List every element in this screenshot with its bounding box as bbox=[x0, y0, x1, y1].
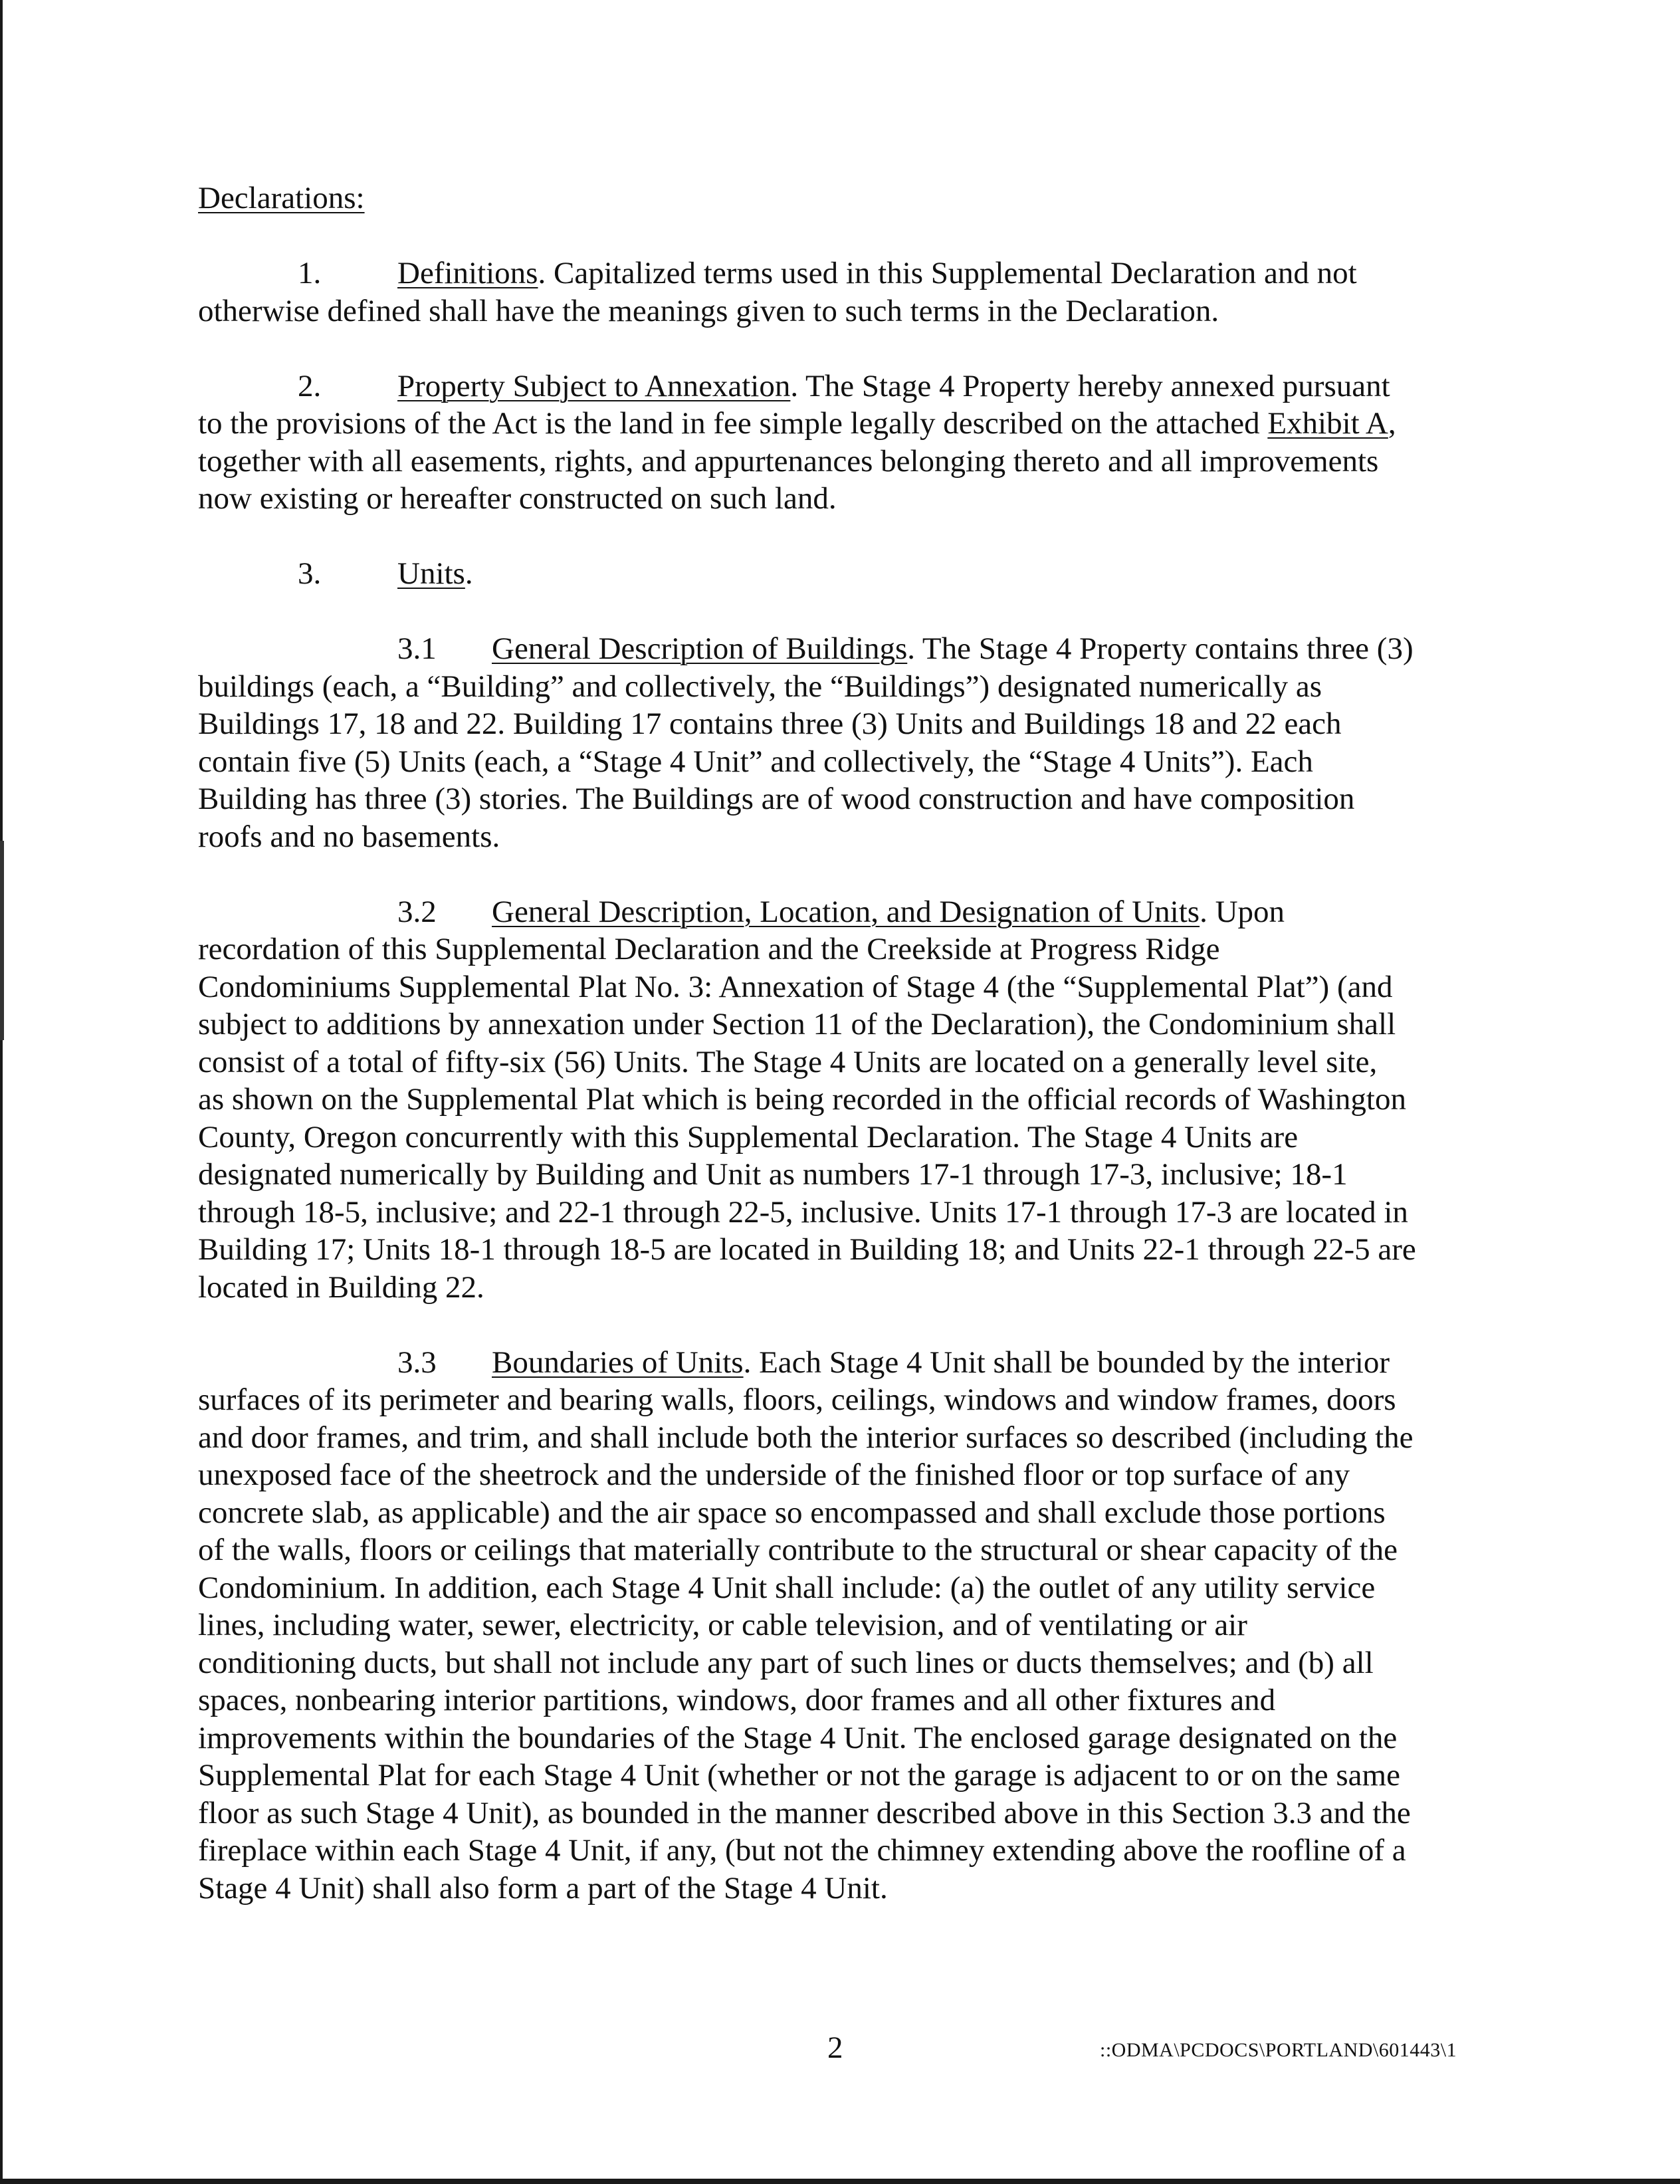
section-3-2: 3.2 General Description, Location, and Designation of Units. Upon recordation of this Supplemental Declaration and the Creekside at Progress Ridge Condominiums Supplemental Plat No. 3: Annexation of Stage 4 (the “Supplemental Plat”) (and subject to additions by annexation under Section 11 of the Declaration), the Condominium shall consist of a total of fifty-six (56) Units. The Stage 4 Units are located on a generally level site, as shown on the Supplemental Plat which is being recorded in the official records of Washington County, Oregon concurrently with this Supplemental Declaration. The Stage 4 Units are designated numerically by Building and Unit as numbers 17-1 through 17-3, inclusive; 18-1 through 18-5, inclusive; and 22-1 through 22-5, inclusive. Units 17-1 through 17-3 are located in Building 17; Units 18-1 through 18-5 are located in Building 18; and Units 22-1 through 22-5 are located in Building 22. bbox=[198, 894, 1416, 1305]
document-path: ::ODMA\PCDOCS\PORTLAND\601443\1 bbox=[1100, 2039, 1457, 2061]
section-number: 3. bbox=[298, 556, 322, 591]
section-number: 3.1 bbox=[397, 631, 437, 666]
section-number: 1. bbox=[298, 256, 322, 290]
section-title: Property Subject to Annexation bbox=[397, 368, 791, 403]
section-title: General Description, Location, and Designation of Units bbox=[492, 894, 1200, 929]
section-title: Definitions bbox=[397, 256, 538, 290]
exhibit-a-reference: Exhibit A bbox=[1267, 406, 1388, 441]
section-3-3: 3.3 Boundaries of Units. Each Stage 4 Unit shall be bounded by the interior surfaces of its perimeter and bearing walls, floors, ceilings, windows and window frames, doors and door frames, and trim, and shall include both the interior surfaces so described (including the unexposed face of the sheetrock and the underside of the finished floor or top surface of any concrete slab, as applicable) and the air space so encompassed and shall exclude those portions of the walls, floors or ceilings that materially contribute to the structural or shear capacity of the Condominium. In addition, each Stage 4 Unit shall include: (a) the outlet of any utility service lines, including water, sewer, electricity, or cable television, and of ventilating or air conditioning ducts, but shall not include any part of such lines or ducts themselves; and (b) all spaces, nonbearing interior partitions, windows, door frames and all other fixtures and improvements within the boundaries of the Stage 4 Unit. The enclosed garage designated on the Supplemental Plat for each Stage 4 Unit (whether or not the garage is adjacent to or on the same floor as such Stage 4 Unit), as bounded in the manner described above in this Section 3.3 and the fireplace within each Stage 4 Unit, if any, (but not the chimney extending above the roofline of a Stage 4 Unit) shall also form a part of the Stage 4 Unit. bbox=[198, 1345, 1414, 1906]
section-1: 1. Definitions. Capitalized terms used in this Supplemental Declaration and not otherwise defined shall have the meanings given to such terms in the Declaration. bbox=[198, 256, 1357, 328]
scan-mark-left bbox=[0, 841, 4, 1040]
scan-edge-left bbox=[0, 0, 3, 2184]
scan-edge-bottom bbox=[0, 2179, 1680, 2184]
document-body bbox=[198, 179, 1501, 1907]
section-3: 3. Units. bbox=[198, 555, 1501, 593]
section-3-1: 3.1 General Description of Buildings. The Stage 4 Property contains three (3) buildings (each, a “Building” and collectively, the “Buildings”) designated numerically as Buildings 17, 18 and 22. Building 17 contains three (3) Units and Buildings 18 and 22 each contain five (5) Units (each, a “Stage 4 Unit” and collectively, the “Stage 4 Units”). Each Building has three (3) stories. The Buildings are of wood construction and have composition roofs and no basements. bbox=[198, 631, 1414, 854]
section-number: 3.3 bbox=[397, 1345, 437, 1380]
section-title: Units bbox=[397, 556, 465, 591]
section-2: 2. Property Subject to Annexation. The Stage 4 Property hereby annexed pursuant to the provisions of the Act is the land in fee simple legally described on the attached Exhibit A, together with all easements, rights, and appurtenances belonging thereto and all improvements now existing or hereafter constructed on such land. bbox=[198, 368, 1396, 516]
section-number: 3.2 bbox=[397, 894, 437, 929]
declarations-heading: Declarations: bbox=[198, 181, 365, 215]
page-number: 2 bbox=[827, 2030, 843, 2065]
section-title: General Description of Buildings bbox=[492, 631, 908, 666]
section-heading bbox=[198, 179, 1501, 217]
section-title: Boundaries of Units bbox=[492, 1345, 744, 1380]
section-number: 2. bbox=[298, 368, 322, 403]
